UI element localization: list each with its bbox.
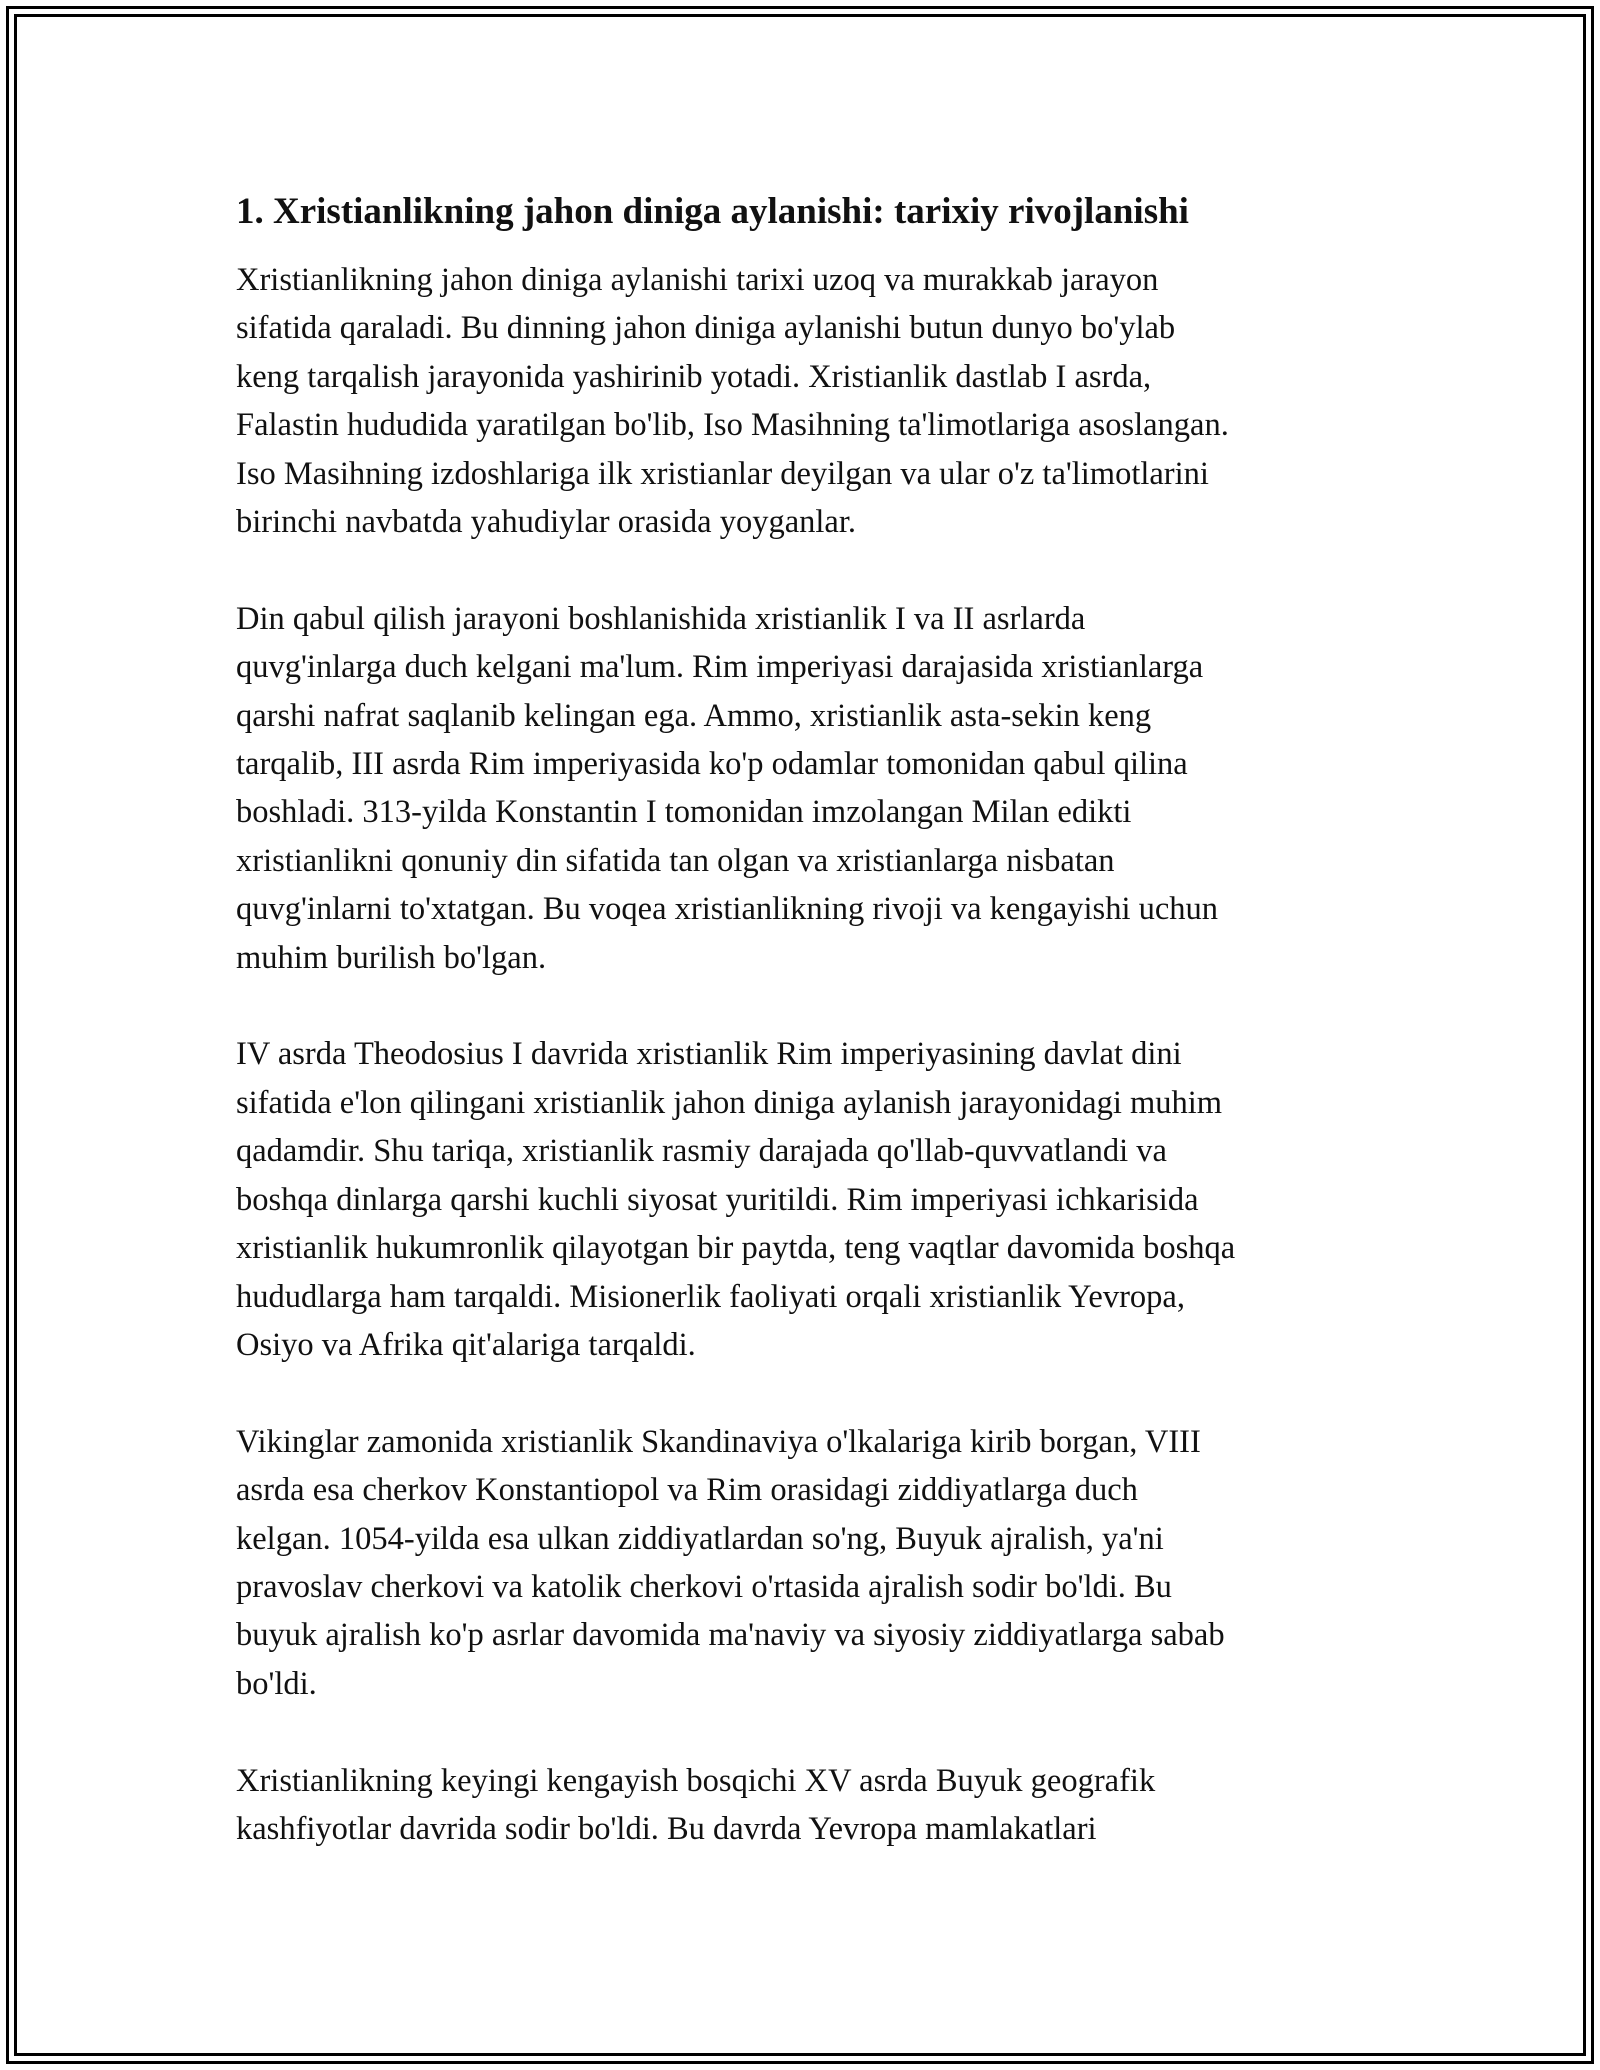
paragraph-line: sifatida qaraladi. Bu dinning jahon diniga aylanishi butun dunyo bo'ylab bbox=[236, 310, 1176, 347]
paragraph-line: Osiyo va Afrika qit'alariga tarqaldi. bbox=[236, 1326, 696, 1363]
paragraph-line: keng tarqalish jarayonida yashirinib yotadi. Xristianlik dastlab I asrda, bbox=[236, 358, 1152, 395]
paragraph-line: buyuk ajralish ko'p asrlar davomida ma'naviy va siyosiy ziddiyatlarga sabab bbox=[236, 1617, 1225, 1654]
paragraph bbox=[236, 1757, 1376, 1854]
paragraph-line: xristianlik hukumronlik qilayotgan bir paytda, teng vaqtlar davomida boshqa bbox=[236, 1230, 1236, 1267]
paragraph-line: birinchi navbatda yahudiylar orasida yoyganlar. bbox=[236, 504, 857, 541]
paragraph-line: boshqa dinlarga qarshi kuchli siyosat yuritildi. Rim imperiyasi ichkarisida bbox=[236, 1181, 1199, 1218]
page-title: 1. Xristianlikning jahon diniga aylanishi: tarixiy rivojlanishi bbox=[236, 191, 1189, 232]
paragraph-line: quvg'inlarni to'xtatgan. Bu voqea xristianlikning rivoji va kengayishi uchun bbox=[236, 891, 1219, 928]
document-body bbox=[236, 186, 1376, 1902]
paragraph-line: muhim burilish bo'lgan. bbox=[236, 939, 547, 976]
paragraph-line: boshladi. 313-yilda Konstantin I tomonidan imzolangan Milan edikti bbox=[236, 794, 1132, 831]
paragraph-line: quvg'inlarga duch kelgani ma'lum. Rim imperiyasi darajasida xristianlarga bbox=[236, 649, 1204, 686]
paragraph-line: Xristianlikning jahon diniga aylanishi tarixi uzoq va murakkab jarayon bbox=[236, 262, 1159, 298]
paragraph-line: bo'ldi. bbox=[236, 1665, 317, 1702]
paragraph-line: Xristianlikning keyingi kengayish bosqichi XV asrda Buyuk geografik bbox=[236, 1762, 1156, 1799]
paragraph bbox=[236, 1418, 1376, 1708]
paragraph-line: Vikinglar zamonida xristianlik Skandinaviya o'lkalariga kirib borgan, VIII bbox=[236, 1423, 1201, 1460]
paragraph-line: Din qabul qilish jarayoni boshlanishida xristianlik I va II asrlarda bbox=[236, 600, 1086, 637]
paragraph-line: asrda esa cherkov Konstantiopol va Rim orasidagi ziddiyatlarga duch bbox=[236, 1472, 1138, 1509]
paragraph-line: kashfiyotlar davrida sodir bo'ldi. Bu davrda Yevropa mamlakatlari bbox=[236, 1810, 1097, 1847]
paragraph-line: Iso Masihning izdoshlariga ilk xristianlar deyilgan va ular o'z ta'limotlarini bbox=[236, 455, 1209, 492]
paragraph bbox=[236, 256, 1376, 546]
paragraph-line: kelgan. 1054-yilda esa ulkan ziddiyatlardan so'ng, Buyuk ajralish, ya'ni bbox=[236, 1520, 1164, 1557]
paragraph-line: qadamdir. Shu tariqa, xristianlik rasmiy darajada qo'llab-quvvatlandi va bbox=[236, 1133, 1167, 1170]
paragraph-line: pravoslav cherkovi va katolik cherkovi o'rtasida ajralish sodir bo'ldi. Bu bbox=[236, 1568, 1172, 1605]
paragraph-list bbox=[236, 256, 1376, 1853]
paragraph bbox=[236, 595, 1376, 982]
paragraph-line: sifatida e'lon qilingani xristianlik jahon diniga aylanish jarayonidagi muhim bbox=[236, 1084, 1223, 1121]
paragraph-line: qarshi nafrat saqlanib kelingan ega. Ammo, xristianlik asta-sekin keng bbox=[236, 697, 1152, 734]
paragraph-line: hududlarga ham tarqaldi. Misionerlik faoliyati orqali xristianlik Yevropa, bbox=[236, 1278, 1185, 1315]
paragraph bbox=[236, 1030, 1376, 1369]
paragraph-line: IV asrda Theodosius I davrida xristianlik Rim imperiyasining davlat dini bbox=[236, 1036, 1182, 1073]
paragraph-line: Falastin hududida yaratilgan bo'lib, Iso Masihning ta'limotlariga asoslangan. bbox=[236, 407, 1229, 444]
paragraph-line: xristianlikni qonuniy din sifatida tan olgan va xristianlarga nisbatan bbox=[236, 842, 1115, 879]
paragraph-line: tarqalib, III asrda Rim imperiyasida ko'p odamlar tomonidan qabul qilina bbox=[236, 746, 1188, 783]
